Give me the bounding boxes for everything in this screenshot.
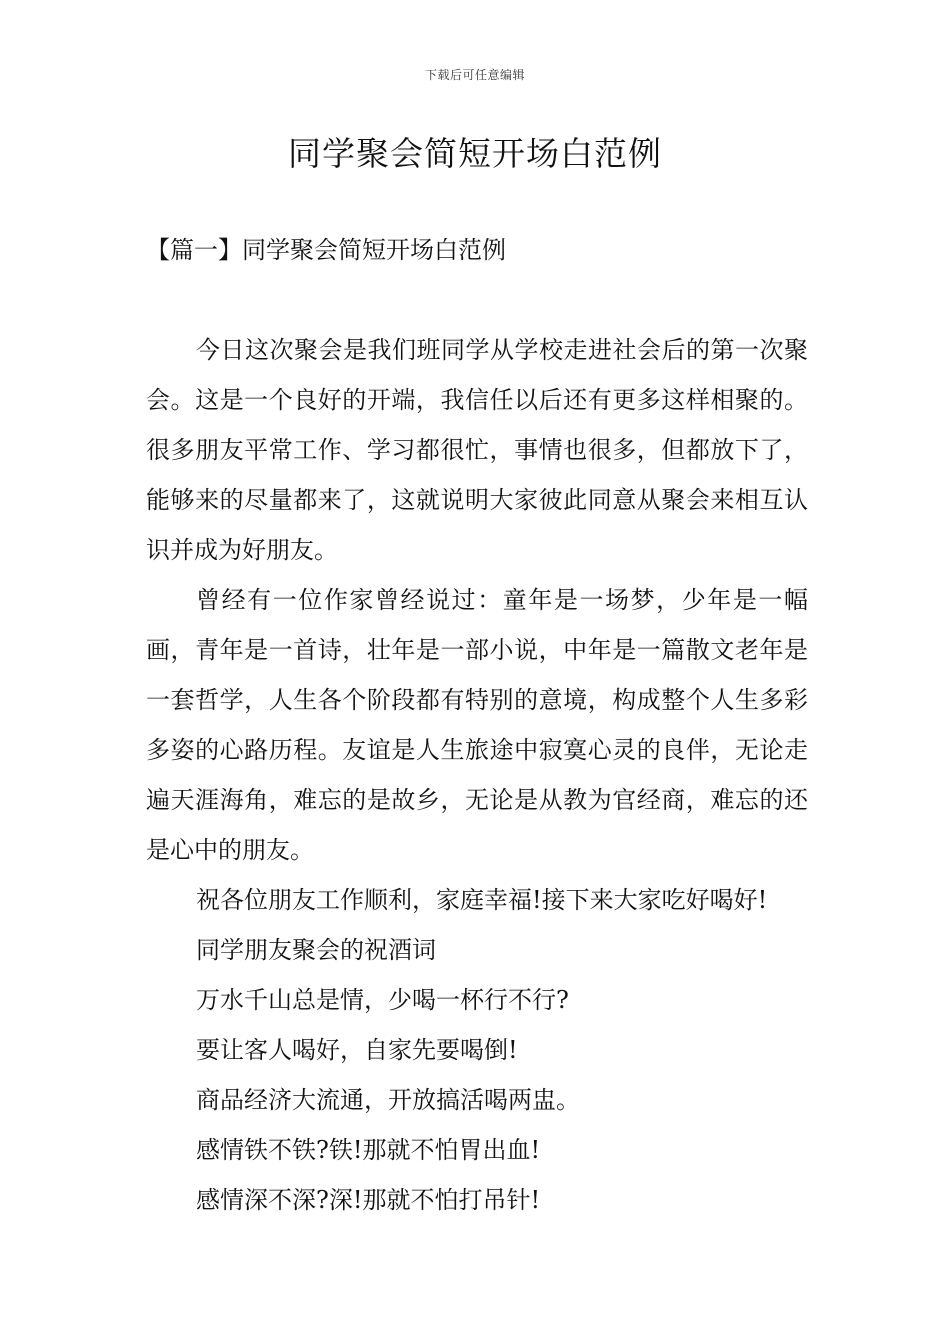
text-line: 祝各位朋友工作顺利，家庭幸福!接下来大家吃好喝好! bbox=[196, 886, 768, 914]
paragraph-1: 今日这次聚会是我们班同学从学校走进社会后的第一次聚会。这是一个良好的开端，我信任以后还有更多这样相聚的。很多朋友平常工作、学习都很忙，事情也很多，但都放下了，能够来的尽量都来了，这就说明大家彼此同意从聚会来相互认识并成为好朋友。 bbox=[146, 336, 808, 564]
text-line: 同学朋友聚会的祝酒词 bbox=[196, 936, 436, 964]
header-note: 下载后可任意编辑 bbox=[424, 68, 525, 82]
text-line: 感情铁不铁?铁!那就不怕胃出血! bbox=[196, 1136, 541, 1164]
section-heading: 【篇一】同学聚会简短开场白范例 bbox=[146, 236, 506, 264]
text-line: 要让客人喝好，自家先要喝倒! bbox=[196, 1036, 518, 1064]
text-line: 商品经济大流通，开放搞活喝两盅。 bbox=[196, 1086, 580, 1114]
text-line: 感情深不深?深!那就不怕打吊针! bbox=[196, 1186, 541, 1214]
text-line: 万水千山总是情，少喝一杯行不行? bbox=[196, 986, 569, 1014]
paragraph-2: 曾经有一位作家曾经说过：童年是一场梦，少年是一幅画，青年是一首诗，壮年是一部小说，中年是一篇散文老年是一套哲学，人生各个阶段都有特别的意境，构成整个人生多彩多姿的心路历程。友谊是人生旅途中寂寞心灵的良伴，无论走遍天涯海角，难忘的是故乡，无论是从教为官经商，难忘的还是心中的朋友。 bbox=[146, 586, 808, 864]
document-title: 同学聚会简短开场白范例 bbox=[288, 134, 662, 173]
document-body bbox=[146, 325, 808, 1225]
